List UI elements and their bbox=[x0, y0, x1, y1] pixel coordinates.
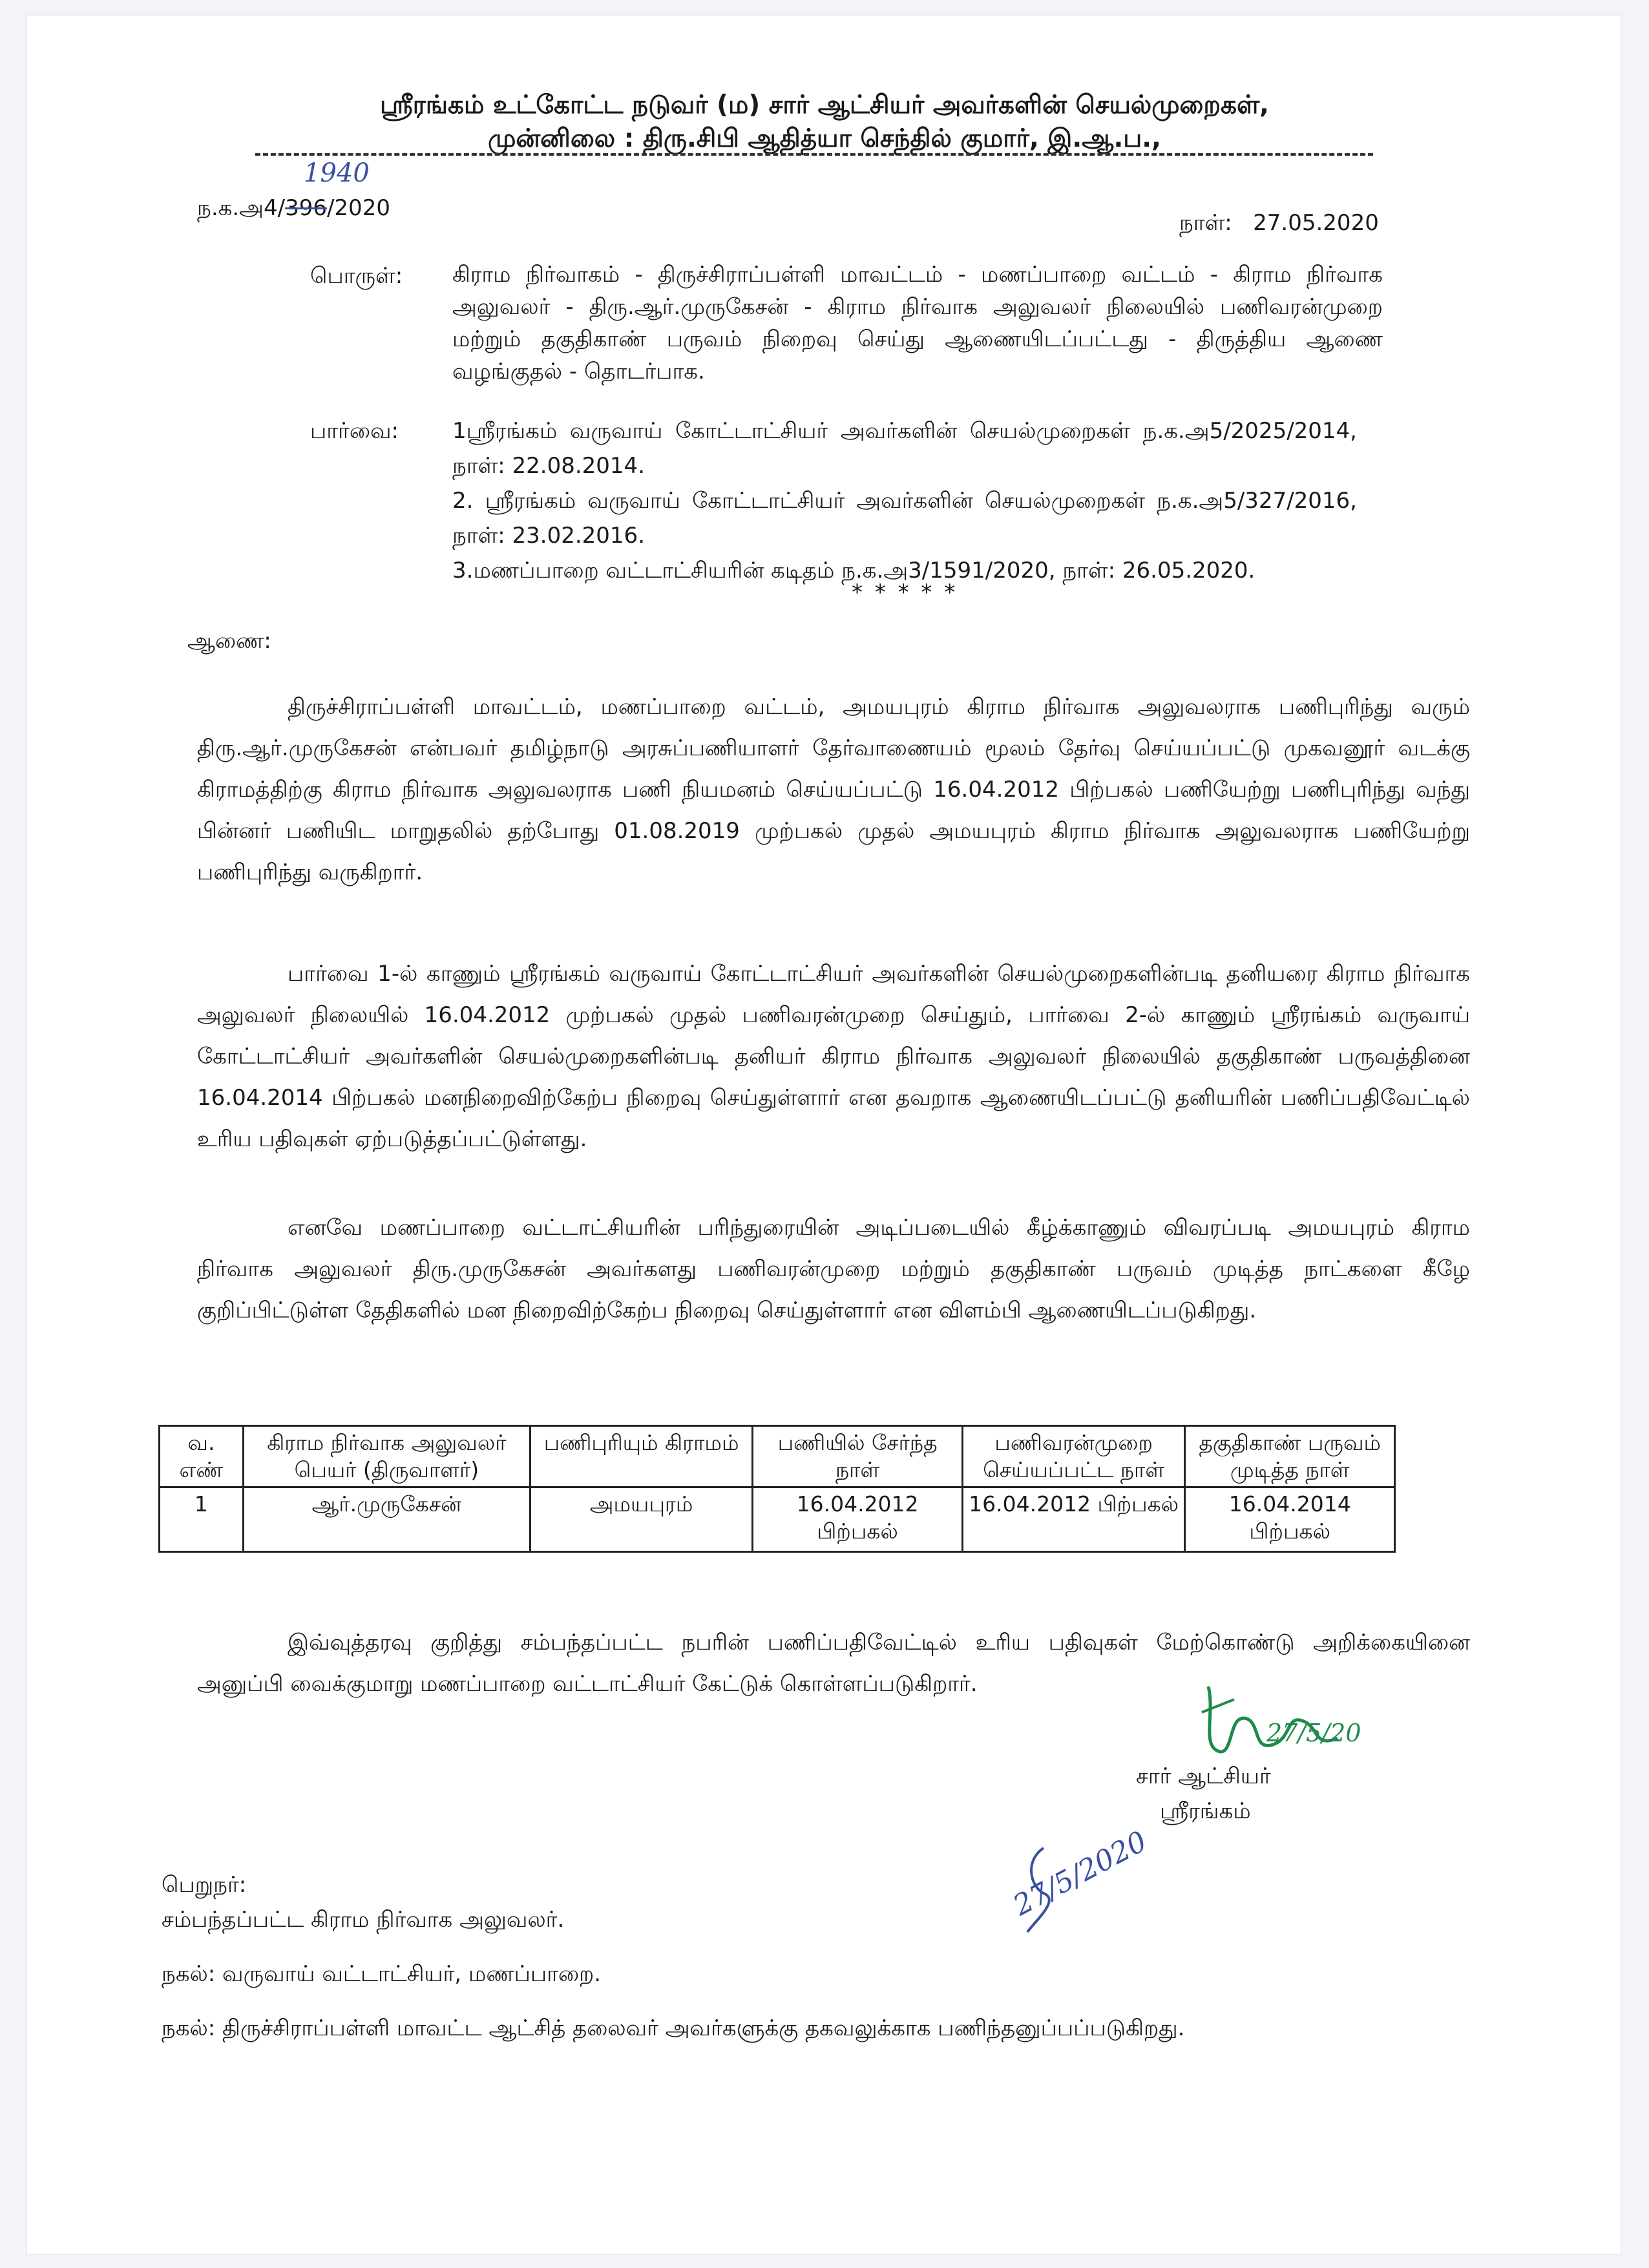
header-line-1: ஸ்ரீரங்கம் உட்கோட்ட நடுவர் (ம) சார் ஆட்சியர் அவர்களின் செயல்முறைகள், bbox=[380, 90, 1269, 120]
table-header-row bbox=[160, 1426, 1395, 1487]
table-header-cell: பணிபுரியும் கிராமம் bbox=[530, 1426, 752, 1487]
ref-struck-number: 396 bbox=[285, 195, 327, 221]
header-divider bbox=[255, 153, 1373, 156]
table-header-cell: பணியில் சேர்ந்த நாள் bbox=[753, 1426, 963, 1487]
closing-paragraph: இவ்வுத்தரவு குறித்து சம்பந்தப்பட்ட நபரின் பணிப்பதிவேட்டில் உரிய பதிவுகள் மேற்கொண்டு அறிக்கையினை அனுப்பி வைக்குமாறு மணப்பாறை வட்டாட்சியர் கேட்டுக் கொள்ளப்படுகிறார். bbox=[197, 1630, 1470, 1697]
order-paragraph-1: திருச்சிராப்பள்ளி மாவட்டம், மணப்பாறை வட்டம், அமயபுரம் கிராம நிர்வாக அலுவலராக பணிபுரிந்து வரும் திரு.ஆர்.முருகேசன் என்பவர் தமிழ்நாடு அரசுப்பணியாளர் தேர்வாணையம் மூலம் தேர்வு செய்யப்பட்டு முகவனூர் வடக்கு கிராமத்திற்கு கிராம நிர்வாக அலுவலராக பணி நியமனம் செய்யப்பட்டு 16.04.2012 பிற்பகல் பணியேற்று பணிபுரிந்து வந்து பின்னர் பணியிட மாறுதலில் தற்போது 01.08.2019 முற்பகல் முதல் அமயபுரம் கிராம நிர்வாக அலுவலராக பணியேற்று பணிபுரிந்து வருகிறார். bbox=[197, 694, 1470, 885]
subject-text: கிராம நிர்வாகம் - திருச்சிராப்பள்ளி மாவட்டம் - மணப்பாறை வட்டம் - கிராம நிர்வாக அலுவலர் - திரு.ஆர்.முருகேசன் - கிராம நிர்வாக அலுவலர் நிலையில் பணிவரன்முறை மற்றும் தகுதிகாண் பருவம் நிறைவு செய்து ஆணையிடப்பட்டது - திருத்திய ஆணை வழங்குதல் - தொடர்பாக. bbox=[452, 262, 1383, 384]
table-cell: 1 bbox=[160, 1487, 244, 1552]
details-table bbox=[158, 1425, 1396, 1553]
recipient-label: பெறுநர்: bbox=[162, 1872, 247, 1898]
recipient-to: சம்பந்தப்பட்ட கிராம நிர்வாக அலுவலர். bbox=[162, 1907, 565, 1933]
signature-date: 27/5/20 bbox=[1266, 1719, 1361, 1747]
reference-item-3: 3.மணப்பாறை வட்டாட்சியரின் கடிதம் ந.க.அ3/1591/2020, நாள்: 26.05.2020. bbox=[452, 558, 1255, 583]
order-paragraph-3: எனவே மணப்பாறை வட்டாட்சியரின் பரிந்துரையின் அடிப்படையில் கீழ்க்காணும் விவரப்படி அமயபுரம் கிராம நிர்வாக அலுவலர் திரு.முருகேசன் அவர்களது பணிவரன்முறை மற்றும் தகுதிகாண் பருவம் முடித்த நாட்களை கீழே குறிப்பிட்டுள்ள தேதிகளில் மன நிறைவிற்கேற்ப நிறைவு செய்துள்ளார் என விளம்பி ஆணையிடப்படுகிறது. bbox=[197, 1215, 1470, 1323]
order-paragraph-2: பார்வை 1-ல் காணும் ஸ்ரீரங்கம் வருவாய் கோட்டாட்சியர் அவர்களின் செயல்முறைகளின்படி தனியரை கிராம நிர்வாக அலுவலர் நிலையில் 16.04.2012 முற்பகல் முதல் பணிவரன்முறை செய்தும், பார்வை 2-ல் காணும் ஸ்ரீரங்கம் வருவாய் கோட்டாட்சியர் அவர்களின் செயல்முறைகளின்படி தனியர் கிராம நிர்வாக அலுவலர் நிலையில் தகுதிகாண் பருவத்தினை 16.04.2014 பிற்பகல் மனநிறைவிற்கேற்ப நிறைவு செய்துள்ளார் என தவறாக ஆணையிடப்பட்டு தனியரின் பணிப்பதிவேட்டில் உரிய பதிவுகள் ஏற்படுத்தப்பட்டுள்ளது. bbox=[197, 961, 1470, 1152]
signatory-title: சார் ஆட்சியர் bbox=[1136, 1763, 1271, 1789]
table-cell: 16.04.2012 பிற்பகல் bbox=[962, 1487, 1185, 1552]
order-label: ஆணை: bbox=[187, 628, 271, 654]
table-header-cell: பணிவரன்முறை செய்யப்பட்ட நாள் bbox=[962, 1426, 1185, 1487]
table-cell: அமயபுரம் bbox=[530, 1487, 752, 1552]
reference-item-2: 2. ஸ்ரீரங்கம் வருவாய் கோட்டாட்சியர் அவர்களின் செயல்முறைகள் ந.க.அ5/327/2016, நாள்: 23.02.2016. bbox=[452, 488, 1357, 549]
copy-recipient-1: நகல்: வருவாய் வட்டாட்சியர், மணப்பாறை. bbox=[162, 1961, 602, 1987]
signatory-place: ஸ்ரீரங்கம் bbox=[1160, 1798, 1251, 1824]
header-line-2: முன்னிலை : திரு.சிபி ஆதித்யா செந்தில் குமார், இ.ஆ.ப., bbox=[488, 124, 1161, 153]
date-label: நாள்: bbox=[1179, 210, 1232, 236]
date-value: 27.05.2020 bbox=[1253, 210, 1379, 236]
ref-suffix: /2020 bbox=[326, 195, 390, 221]
table-cell: 16.04.2012 பிற்பகல் bbox=[753, 1487, 963, 1552]
separator-stars: * * * * * bbox=[852, 580, 958, 605]
table-cell: ஆர்.முருகேசன் bbox=[243, 1487, 530, 1552]
table-header-cell: தகுதிகாண் பருவம் முடித்த நாள் bbox=[1185, 1426, 1395, 1487]
references-label: பார்வை: bbox=[310, 418, 399, 444]
copy-recipient-2: நகல்: திருச்சிராப்பள்ளி மாவட்ட ஆட்சித் தலைவர் அவர்களுக்கு தகவலுக்காக பணிந்தனுப்பப்படுகிறது. bbox=[162, 2015, 1185, 2041]
date-line bbox=[1179, 205, 1379, 240]
handwritten-initials-date: 27/5/2020 bbox=[1008, 1825, 1153, 1923]
reference-number bbox=[197, 191, 390, 226]
subject-label: பொருள்: bbox=[310, 263, 403, 289]
handwritten-ref-number: 1940 bbox=[304, 158, 370, 188]
ref-prefix: ந.க.அ4/ bbox=[197, 195, 286, 221]
table-cell: 16.04.2014 பிற்பகல் bbox=[1185, 1487, 1395, 1552]
table-header-cell: கிராம நிர்வாக அலுவலர் பெயர் (திருவாளர்) bbox=[243, 1426, 530, 1487]
reference-item-1: 1ஸ்ரீரங்கம் வருவாய் கோட்டாட்சியர் அவர்களின் செயல்முறைகள் ந.க.அ5/2025/2014, நாள்: 22.08.2014. bbox=[452, 418, 1357, 479]
table-header-cell: வ. எண் bbox=[160, 1426, 244, 1487]
table-row bbox=[160, 1487, 1395, 1552]
